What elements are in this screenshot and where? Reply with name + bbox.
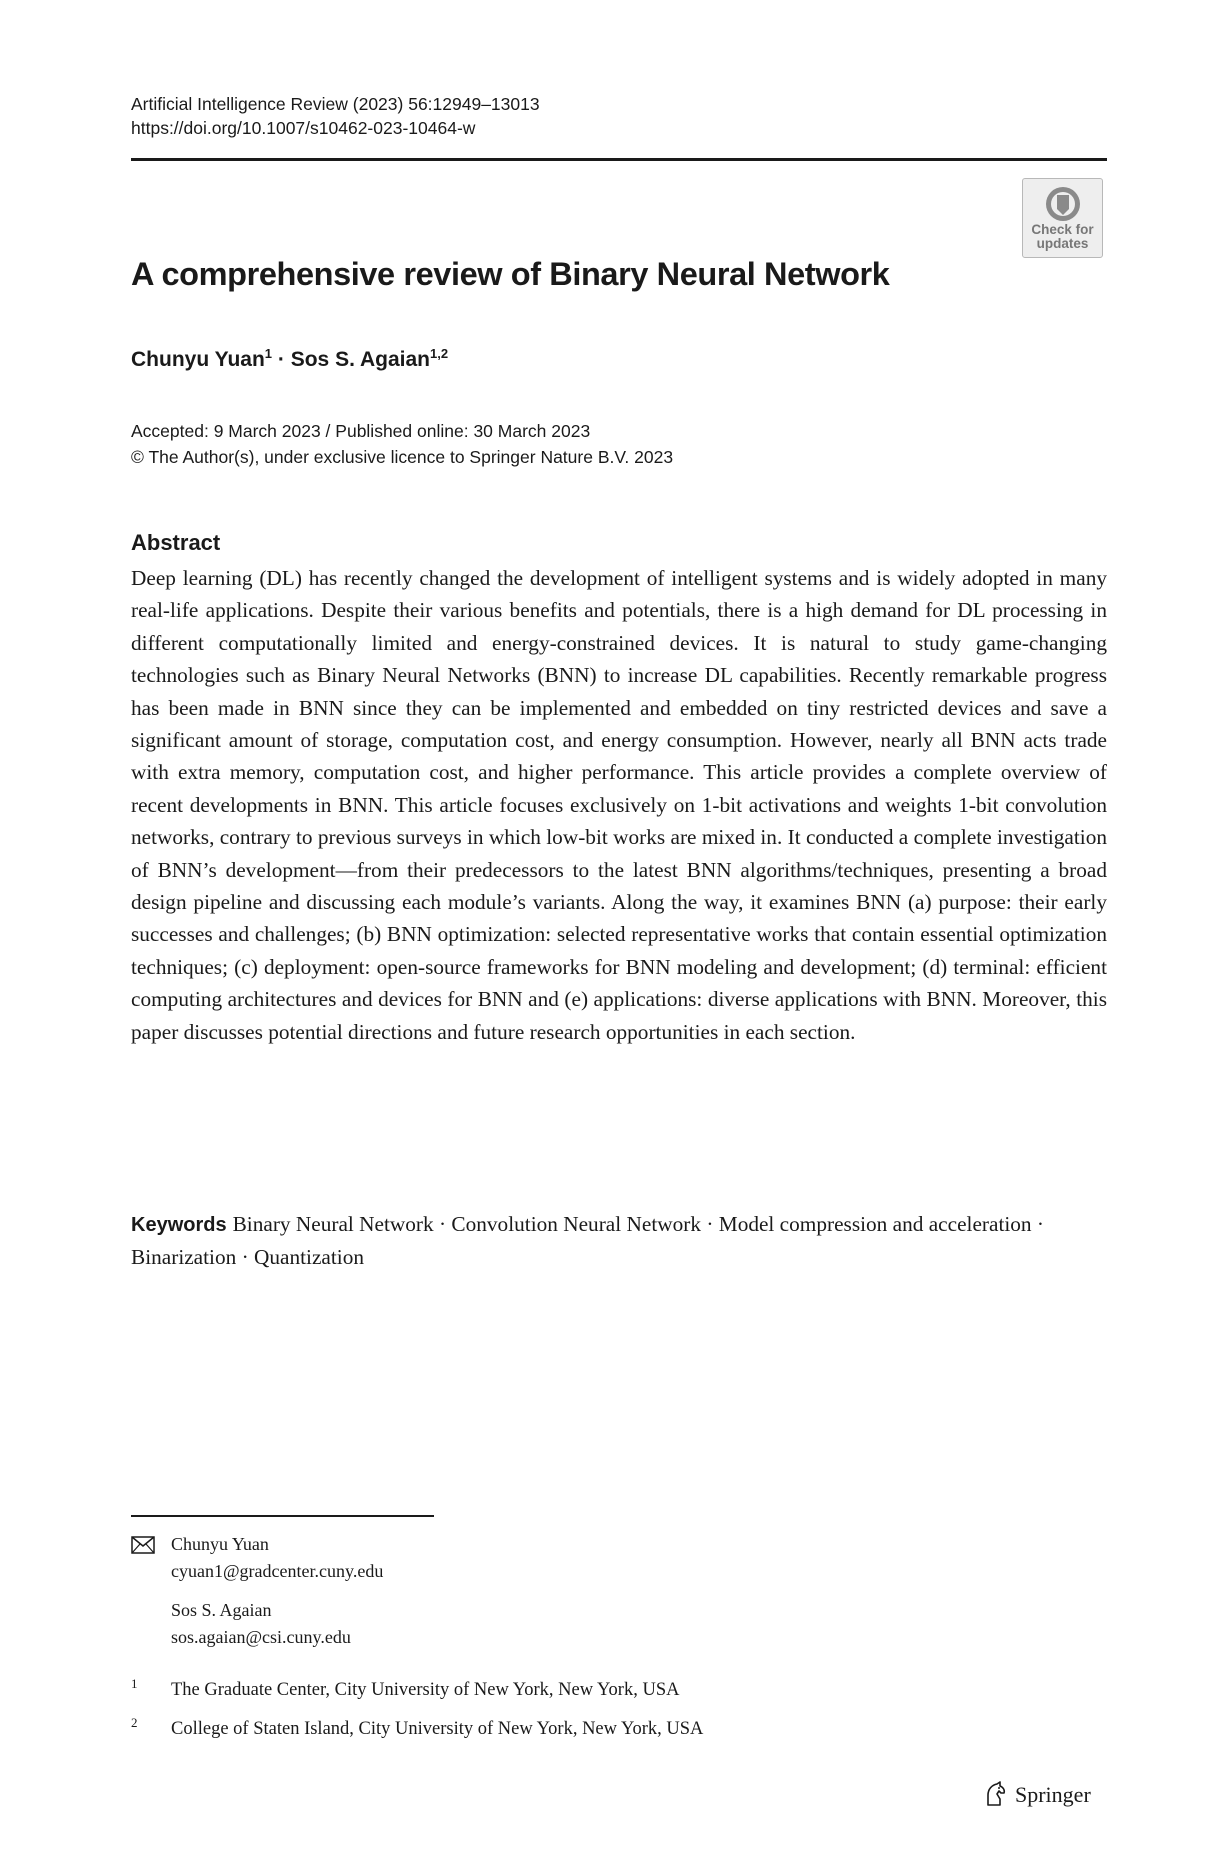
corresponding-contacts [171,1531,383,1651]
publisher-logo-text: Springer [1015,1782,1091,1807]
keywords [131,1208,1107,1273]
author-list [131,346,448,372]
footnote-rule [131,1515,434,1517]
author-name[interactable]: Chunyu Yuan [131,348,265,371]
accepted-published-dates: Accepted: 9 March 2023 / Published online: 30 March 2023 [131,421,591,441]
keywords-list: Binary Neural Network · Convolution Neural Network · Model compression and acceleration · Binarization · Quantization [131,1212,1044,1269]
affiliation-number: 1 [131,1676,138,1691]
badge-line1: Check for [1031,222,1094,237]
copyright-notice: © The Author(s), under exclusive licence to Springer Nature B.V. 2023 [131,447,674,467]
contact-email[interactable]: cyuan1@gradcenter.cuny.edu [171,1561,384,1581]
badge-line2: updates [1036,236,1089,251]
contact-email[interactable]: sos.agaian@csi.cuny.edu [171,1627,351,1647]
author-name[interactable]: Sos S. Agaian [290,348,430,371]
contact-name: Sos S. Agaian [171,1600,272,1620]
journal-citation: Artificial Intelligence Review (2023) 56:12949–13013 [131,94,540,114]
author-separator: · [277,348,285,371]
springer-horse-icon [982,1781,1008,1812]
journal-header [131,92,540,140]
check-for-updates-badge[interactable] [1022,178,1103,258]
affiliation-number: 2 [131,1715,138,1730]
contact-name: Chunyu Yuan [171,1534,269,1554]
envelope-icon [131,1536,155,1559]
check-for-updates-icon [1043,185,1083,223]
author-affiliation-mark: 1 [264,346,273,361]
publication-dates [131,418,673,470]
abstract-text: Deep learning (DL) has recently changed the development of intelligent systems and is widely adopted in many real-life applications. Despite their various benefits and potentials, there is a high demand for DL processing in different computationally limited and energy-constrained devices. It is natural to study game-changing technologies such as Binary Neural Networks (BNN) to increase DL capabilities. Recently remarkable progress has been made in BNN since they can be implemented and embedded on tiny restricted devices and save a significant amount of storage, computation cost, and energy consumption. However, nearly all BNN acts trade with extra memory, computation cost, and higher performance. This article provides a complete overview of recent developments in BNN. This article focuses exclusively on 1-bit activations and weights 1-bit convolution networks, contrary to previous surveys in which low-bit works are mixed in. It conducted a complete investigation of BNN’s development—from their predecessors to the latest BNN algorithms/techniques, presenting a broad design pipeline and discussing each module’s variants. Along the way, it examines BNN (a) purpose: their early successes and challenges; (b) BNN optimization: selected representative works that contain essential optimization techniques; (c) deployment: open-source frameworks for BNN modeling and development; (d) terminal: efficient computing architectures and devices for BNN and (e) applications: diverse applications with BNN. Moreover, this paper discusses potential directions and future research opportunities in each section. [131,566,1107,1044]
keywords-heading: Keywords [131,1214,227,1236]
affiliation-text: College of Staten Island, City University of New York, New York, USA [171,1719,704,1739]
paper-title: A comprehensive review of Binary Neural Network [131,256,890,292]
affiliation-text: The Graduate Center, City University of New York, New York, USA [171,1680,680,1700]
doi-link[interactable]: https://doi.org/10.1007/s10462-023-10464-w [131,118,476,138]
author-affiliation-mark: 1,2 [429,346,449,361]
header-rule [131,158,1107,161]
abstract-heading: Abstract [131,530,221,555]
